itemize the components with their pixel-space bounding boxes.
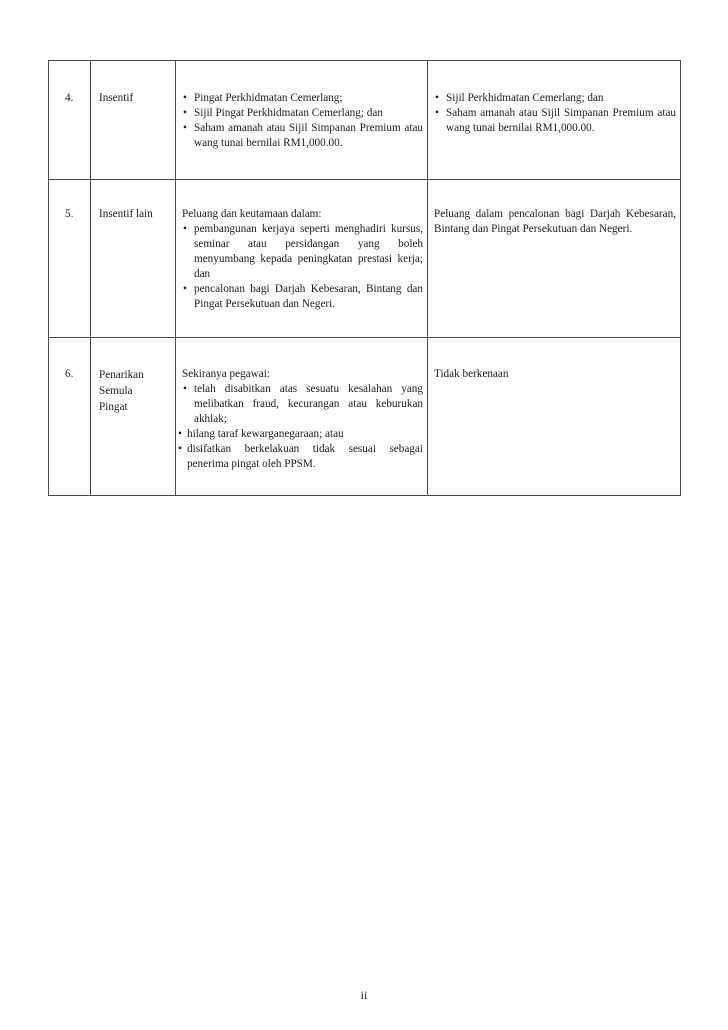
criteria-cell bbox=[176, 180, 428, 338]
bullet-icon: • bbox=[183, 122, 187, 134]
table-row bbox=[49, 61, 681, 180]
bullet-icon: • bbox=[183, 107, 187, 119]
list-item: • Sijil Pingat Perkhidmatan Cemerlang; dan bbox=[183, 107, 383, 119]
criteria-table bbox=[48, 60, 681, 496]
criteria-cell bbox=[428, 61, 681, 180]
criteria-cell bbox=[176, 338, 428, 496]
row-label: Insentif bbox=[99, 92, 134, 104]
row-label-cell bbox=[91, 180, 176, 338]
bullet-icon: • bbox=[183, 383, 187, 395]
bullet-icon: • bbox=[435, 92, 439, 104]
row-label-line: Penarikan bbox=[99, 369, 144, 381]
criteria-intro: Peluang dan keutamaan dalam: bbox=[182, 208, 322, 220]
list-item: • Pingat Perkhidmatan Cemerlang; bbox=[183, 92, 343, 104]
page-number: ii bbox=[360, 988, 368, 1002]
row-label-cell bbox=[91, 338, 176, 496]
row-number-cell bbox=[49, 61, 91, 180]
list-item: • pembangunan kerjaya seperti menghadiri kursus, seminar atau persidangan yang boleh menyumbang kepada peningkatan prestasi kerja; dan bbox=[183, 223, 423, 280]
row-number: 6. bbox=[65, 368, 74, 380]
row-number: 5. bbox=[65, 208, 74, 220]
criteria-text: Tidak berkenaan bbox=[434, 368, 509, 380]
row-label-line: Semula bbox=[99, 385, 133, 397]
list-item: • Saham amanah atau Sijil Simpanan Premium atau wang tunai bernilai RM1,000.00. bbox=[435, 107, 676, 134]
list-item: • Saham amanah atau Sijil Simpanan Premium atau wang tunai bernilai RM1,000.00. bbox=[183, 122, 423, 149]
row-label-cell bbox=[91, 61, 176, 180]
table-row bbox=[49, 180, 681, 338]
bullet-icon: • bbox=[183, 92, 187, 104]
bullet-icon: • bbox=[183, 223, 187, 235]
bullet-icon: • bbox=[178, 428, 182, 440]
list-item: • disifatkan berkelakuan tidak sesuai sebagai penerima pingat oleh PPSM. bbox=[178, 443, 423, 470]
list-item: • hilang taraf kewarganegaraan; atau bbox=[178, 428, 344, 440]
list-item: • Sijil Perkhidmatan Cemerlang; dan bbox=[435, 92, 604, 104]
bullet-icon: • bbox=[178, 443, 182, 455]
list-item: • telah disabitkan atas sesuatu kesalahan yang melibatkan fraud, kecurangan atau keburukan akhlak; bbox=[183, 383, 423, 425]
criteria-cell bbox=[176, 61, 428, 180]
criteria-intro: Sekiranya pegawai: bbox=[182, 368, 270, 380]
row-number: 4. bbox=[65, 92, 74, 104]
criteria-text: Peluang dalam pencalonan bagi Darjah Kebesaran, Bintang dan Pingat Persekutuan dan Negeri. bbox=[434, 208, 676, 235]
bullet-icon: • bbox=[183, 283, 187, 295]
row-number-cell bbox=[49, 338, 91, 496]
list-item: • pencalonan bagi Darjah Kebesaran, Bintang dan Pingat Persekutuan dan Negeri. bbox=[183, 283, 423, 310]
criteria-cell bbox=[428, 338, 681, 496]
row-label: Insentif lain bbox=[99, 208, 153, 220]
row-label-line: Pingat bbox=[99, 401, 128, 413]
criteria-cell bbox=[428, 180, 681, 338]
bullet-icon: • bbox=[435, 107, 439, 119]
row-number-cell bbox=[49, 180, 91, 338]
table-row bbox=[49, 338, 681, 496]
